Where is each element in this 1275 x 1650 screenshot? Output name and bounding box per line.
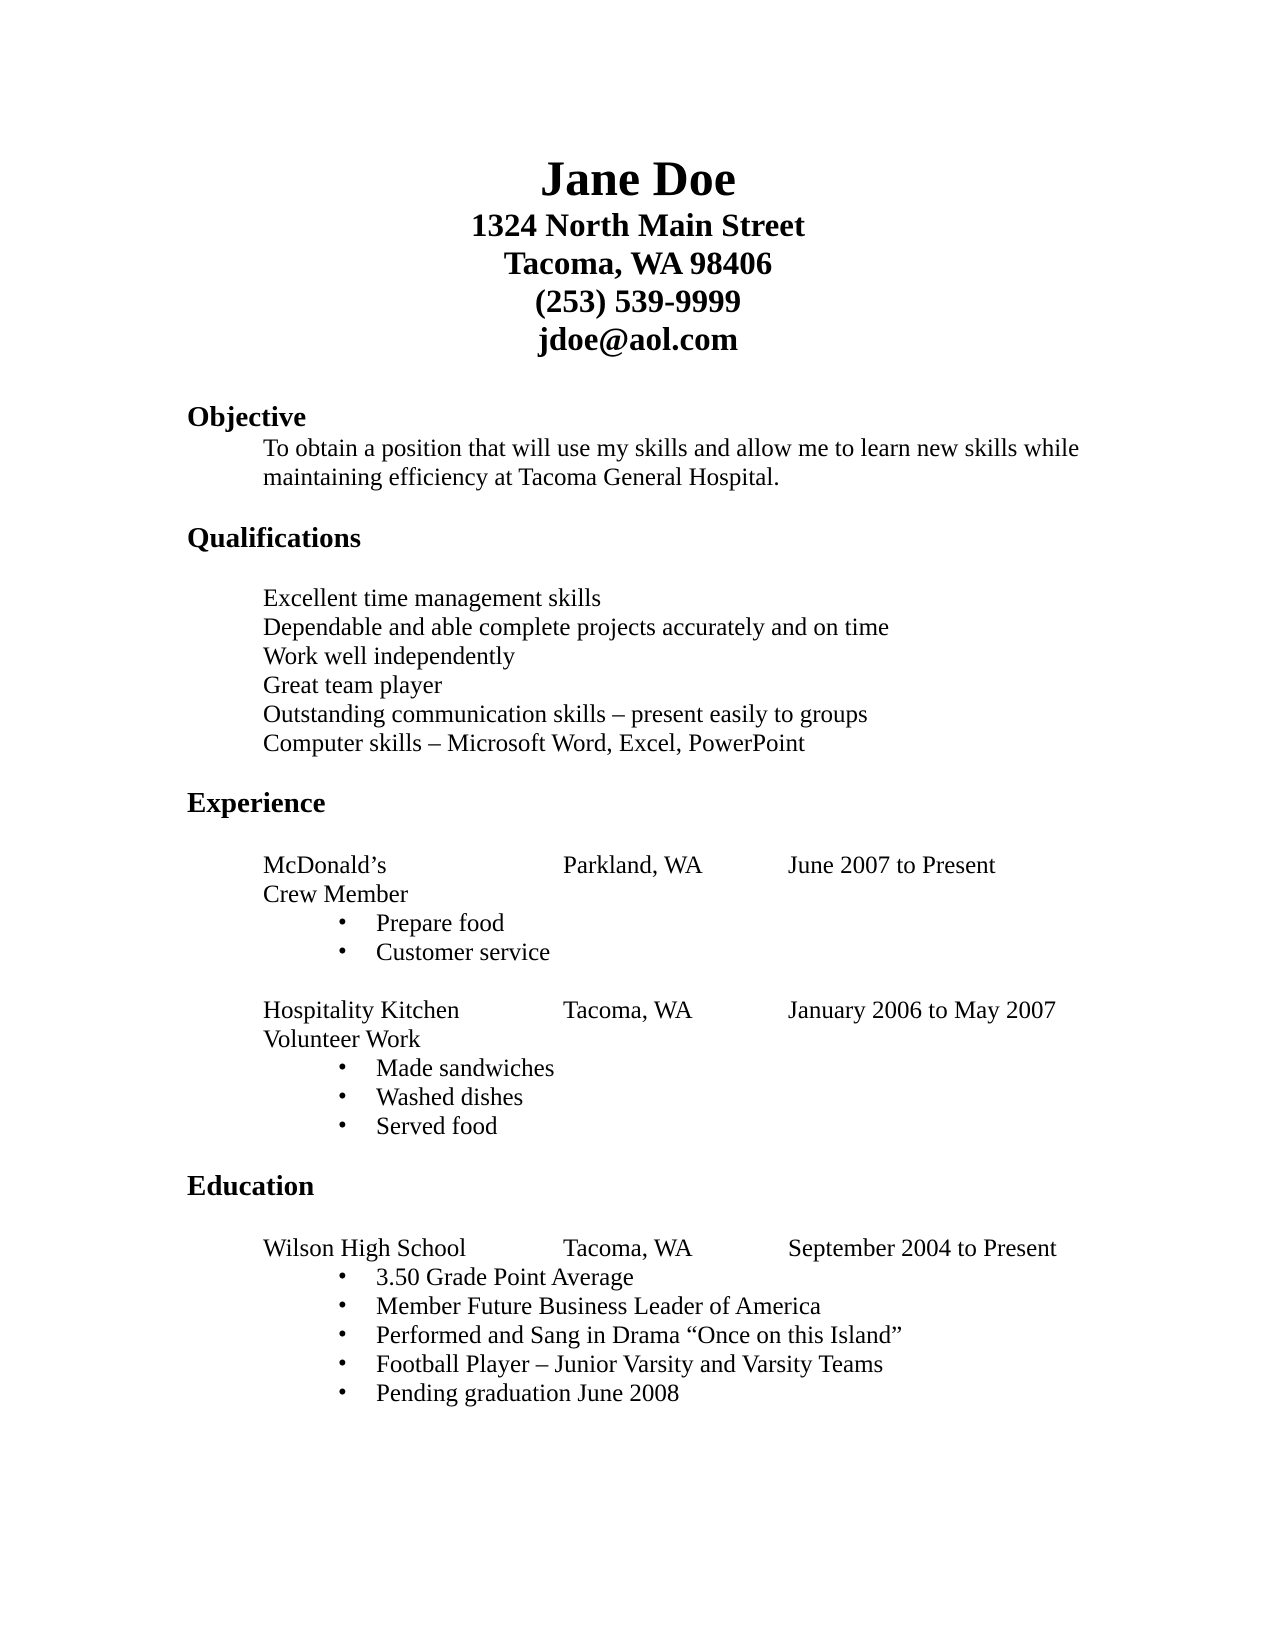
experience-entry-header	[263, 996, 1089, 1025]
qualifications-list	[263, 584, 1089, 758]
experience-section	[187, 787, 1089, 1141]
bullet-icon	[338, 1083, 376, 1112]
bullet-icon	[338, 1379, 376, 1408]
school-dates: September 2004 to Present	[788, 1235, 1057, 1262]
bullet-icon	[338, 1350, 376, 1379]
experience-entry-header	[263, 851, 1089, 880]
bullet-icon	[338, 1054, 376, 1083]
job-duty-text: Made sandwiches	[376, 1055, 555, 1082]
education-detail-text: Football Player – Junior Varsity and Varsity Teams	[376, 1351, 884, 1378]
qualifications-section	[187, 522, 1089, 758]
job-title: Volunteer Work	[263, 1026, 421, 1053]
candidate-name: Jane Doe	[540, 150, 736, 206]
education-detail-item	[338, 1321, 1089, 1350]
resume-header	[187, 150, 1089, 359]
education-detail-item	[338, 1263, 1089, 1292]
education-section	[187, 1170, 1089, 1408]
job-duty-text: Customer service	[376, 939, 551, 966]
address-line-1: 1324 North Main Street	[471, 208, 805, 244]
experience-heading: Experience	[187, 787, 326, 819]
experience-entry	[263, 996, 1089, 1141]
qualification-item: Computer skills – Microsoft Word, Excel, PowerPoint	[263, 730, 805, 757]
job-duty-text: Washed dishes	[376, 1084, 524, 1111]
objective-heading: Objective	[187, 401, 307, 433]
qualification-item: Dependable and able complete projects accurately and on time	[263, 614, 890, 641]
education-detail-item	[338, 1350, 1089, 1379]
job-duty-item	[338, 938, 1089, 967]
bullet-icon	[338, 1292, 376, 1321]
employer-name: McDonald’s	[263, 852, 387, 879]
education-detail-item	[338, 1292, 1089, 1321]
objective-text: To obtain a position that will use my skills and allow me to learn new skills while maintaining efficiency at Tacoma General Hospital.	[263, 435, 1080, 491]
job-duty-text: Served food	[376, 1113, 498, 1140]
education-heading: Education	[187, 1170, 315, 1202]
education-detail-item	[338, 1379, 1089, 1408]
qualification-item: Outstanding communication skills – present easily to groups	[263, 701, 868, 728]
job-title: Crew Member	[263, 881, 409, 908]
education-entry-header	[263, 1234, 1089, 1263]
bullet-icon	[338, 1321, 376, 1350]
school-name: Wilson High School	[263, 1235, 467, 1262]
job-duty-item	[338, 1054, 1089, 1083]
job-duty-item	[338, 1083, 1089, 1112]
bullet-icon	[338, 909, 376, 938]
job-dates: June 2007 to Present	[788, 852, 996, 879]
job-location: Parkland, WA	[563, 852, 703, 879]
qualifications-heading: Qualifications	[187, 522, 362, 554]
phone-number: (253) 539-9999	[534, 284, 742, 320]
bullet-icon	[338, 1263, 376, 1292]
job-duty-text: Prepare food	[376, 910, 505, 937]
objective-section	[187, 401, 1089, 492]
education-entry	[263, 1234, 1089, 1408]
address-line-2: Tacoma, WA 98406	[503, 246, 773, 282]
experience-entry	[263, 851, 1089, 967]
education-detail-text: Performed and Sang in Drama “Once on this Island”	[376, 1322, 903, 1349]
job-duty-item	[338, 1112, 1089, 1141]
job-dates: January 2006 to May 2007	[788, 997, 1057, 1024]
education-detail-text: Member Future Business Leader of America	[376, 1293, 822, 1320]
email-address: jdoe@aol.com	[537, 322, 739, 358]
bullet-icon	[338, 1112, 376, 1141]
employer-name: Hospitality Kitchen	[263, 997, 460, 1024]
job-duty-item	[338, 909, 1089, 938]
qualification-item: Work well independently	[263, 643, 516, 670]
education-detail-text: 3.50 Grade Point Average	[376, 1264, 634, 1291]
bullet-icon	[338, 938, 376, 967]
education-detail-text: Pending graduation June 2008	[376, 1380, 680, 1407]
qualification-item: Excellent time management skills	[263, 585, 602, 612]
qualification-item: Great team player	[263, 672, 443, 699]
job-location: Tacoma, WA	[563, 997, 693, 1024]
school-location: Tacoma, WA	[563, 1235, 693, 1262]
